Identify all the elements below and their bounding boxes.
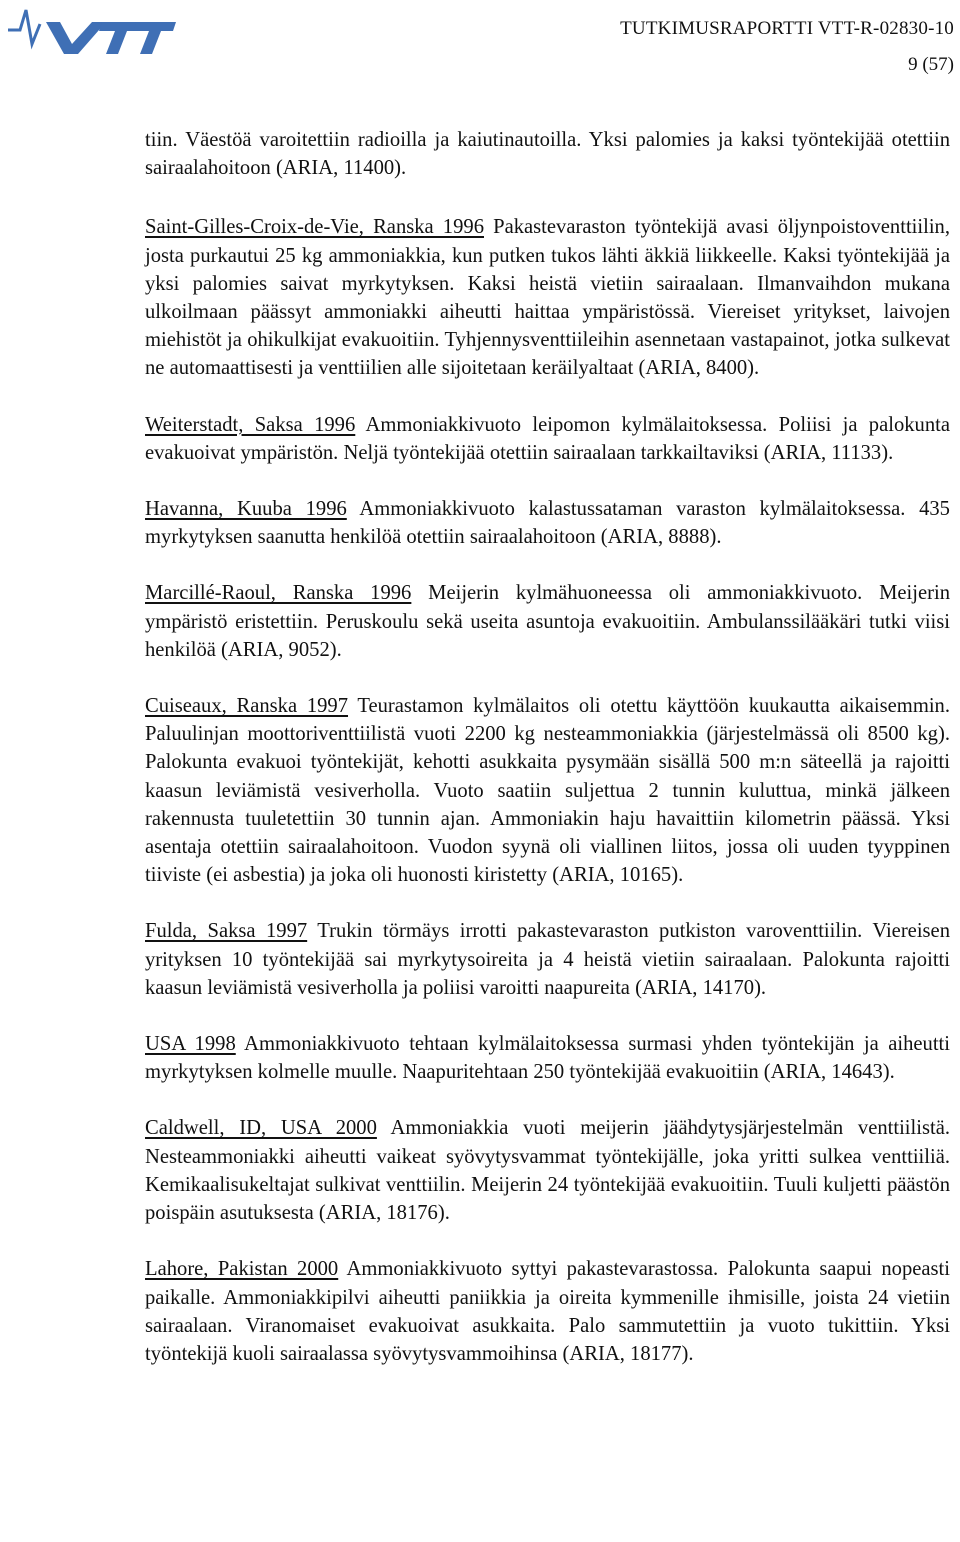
paragraph-text: Trukin törmäys irrotti pakastevaraston putkiston varoventtiilin. Viereisen yrityksen 10 työntekijää sai myrkytysoireita ja 4 heistä vietiin sairaalaan. Palokunta rajoitti kaasun leviämistä vesiverholla ja poliisi varoitti naapureita (ARIA, 14170).: [145, 920, 950, 999]
report-id: TUTKIMUSRAPORTTI VTT-R-02830-10: [620, 18, 954, 39]
paragraph: [145, 917, 950, 1002]
paragraph: [145, 579, 950, 664]
paragraph: [145, 411, 950, 467]
incident-place: Caldwell, ID, USA 2000: [145, 1117, 377, 1140]
incident-place: Lahore, Pakistan 2000: [145, 1258, 339, 1281]
page-number: 9 (57): [908, 54, 954, 75]
vtt-logo-icon: [6, 4, 176, 60]
paragraph: [145, 1255, 950, 1368]
paragraph-text: Ammoniakkivuoto tehtaan kylmälaitoksessa surmasi yhden työntekijän ja aiheutti myrkytyksen kolmelle muulle. Naapuritehtaan 250 työntekijää evakuoitiin (ARIA, 14643).: [145, 1033, 950, 1084]
paragraph-text: Ammoniakkivuoto leipomon kylmälaitoksessa. Poliisi ja palokunta evakuoivat ympäristön. Neljä työntekijää otettiin sairaalaan tarkkailtaviksi (ARIA, 11133).: [145, 413, 950, 464]
paragraph-text: Ammoniakkivuoto kalastussataman varaston kylmälaitoksessa. 435 myrkytyksen saanutta henkilöä otettiin sairaalahoitoon (ARIA, 8888).: [145, 498, 950, 549]
paragraph: [145, 213, 950, 382]
paragraph: [145, 1114, 950, 1227]
incident-place: Cuiseaux, Ranska 1997: [145, 695, 349, 718]
paragraph: [145, 495, 950, 551]
incident-place: Fulda, Saksa 1997: [145, 920, 308, 943]
incident-place: USA 1998: [145, 1033, 236, 1056]
incident-place: Weiterstadt, Saksa 1996: [145, 413, 356, 436]
incident-place: Saint-Gilles-Croix-de-Vie, Ranska 1996: [145, 216, 484, 239]
paragraph-text: Ammoniakkivuoto syttyi pakastevarastossa. Palokunta saapui nopeasti paikalle. Ammoniakkipilvi aiheutti paniikkia ja oireita kymmenille ihmisille, joista 24 vietiin sairaalaan. Viranomaiset evakuoivat asukkaita. Palo sammutettiin ja vuoto tukittiin. Yksi työntekijä kuoli sairaalassa syövytysvammoihinsa (ARIA, 18177).: [145, 1258, 950, 1365]
incident-place: Havanna, Kuuba 1996: [145, 498, 347, 521]
paragraph-text: Pakastevaraston työntekijä avasi öljynpoistoventtiilin, josta purkautui 25 kg ammoniakkia, kun putken tukos lähti äkkiä liikkeelle. Kaksi työntekijää ja yksi palomies saivat myrkytyksen. Kaksi heistä vietiin sairaalaan. Ilmanvaihdon mukana ulkoilmaan päässyt ammoniakki aiheutti haittaa ympäristössä. Viereiset yritykset, laivojen miehistöt ja ohikulkijat evakuoitiin. Tyhjennysventtiileihin asennetaan vastapainot, jotka sulkevat ne automaattisesti ja venttiilien alle sijoitetaan keräilyaltaat (ARIA, 8400).: [145, 216, 950, 380]
paragraph-text: Meijerin kylmähuoneessa oli ammoniakkivuoto. Meijerin ympäristö eristettiin. Peruskoulu sekä useita asuntoja evakuoitiin. Ambulanssilääkäri tutki viisi henkilöä (ARIA, 9052).: [145, 582, 950, 661]
paragraph: [145, 1030, 950, 1086]
paragraph-text: Ammoniakkia vuoti meijerin jäähdytysjärjestelmän venttiilistä. Nesteammoniakki aiheutti vaikeat syövytysvammat työntekijälle, joka yritti sulkea venttiiliä. Kemikaalisukeltajat sulkivat venttiilin. Meijerin 24 työntekijää evakuoitiin. Tuuli kuljetti päästön poispäin asutuksesta (ARIA, 18176).: [145, 1117, 950, 1225]
paragraph: [145, 692, 950, 889]
paragraph: [145, 126, 950, 182]
incident-place: Marcillé-Raoul, Ranska 1996: [145, 582, 412, 605]
vtt-logo: [6, 4, 176, 60]
paragraph-text: tiin. Väestöä varoitettiin radioilla ja kaiutinautoilla. Yksi palomies ja kaksi työntekijää otettiin sairaalahoitoon (ARIA, 11400).: [145, 129, 950, 180]
paragraph-text: Teurastamon kylmälaitos oli otettu käyttöön kuukautta aikaisemmin. Paluulinjan moottoriventtiilistä vuoti 2200 kg nesteammoniakkia (järjestelmässä oli 8500 kg). Palokunta evakuoi työntekijät, kehotti asukkaita pysymään sisällä 500 m:n säteellä ja rajoitti kaasun leviämistä vesiverholla. Vuoto saatiin suljettua 2 tunnin kuluttua, minkä jälkeen rakennusta tuuletettiin 30 tunnin ajan. Ammoniakin haju havaittiin kilometrin päässä. Yksi asentaja otettiin sairaalahoitoon. Vuodon syynä oli viallinen liitos, jossa oli uuden tyyppinen tiiviste (ei asbestia) ja joka oli huonosti kiristetty (ARIA, 10165).: [145, 695, 950, 887]
document-body: [145, 126, 950, 1396]
